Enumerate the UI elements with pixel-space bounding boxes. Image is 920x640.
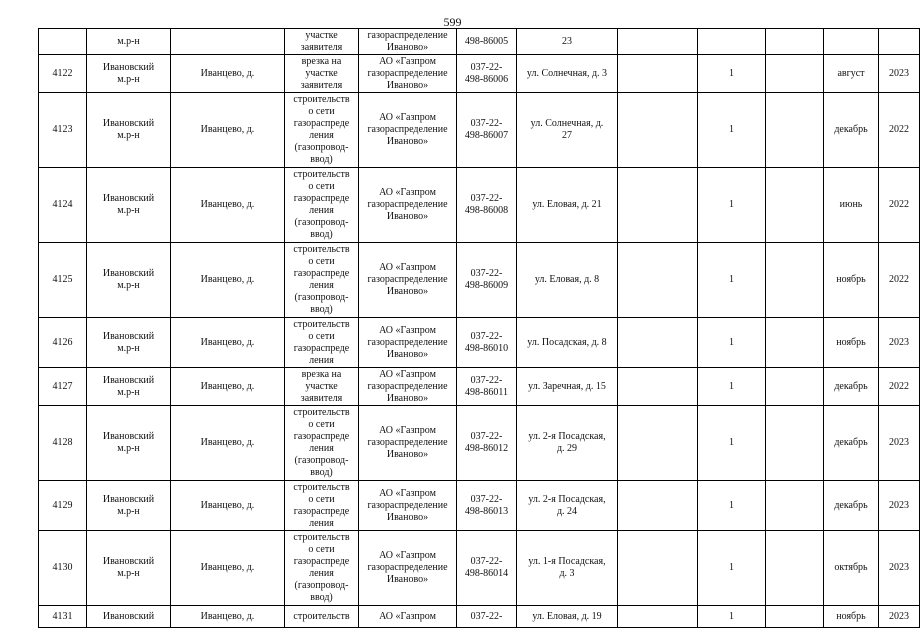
work-type-cell: строительств о сети газораспреде ления (285, 318, 359, 368)
month-cell: декабрь (824, 481, 879, 531)
year-cell: 2022 (879, 168, 920, 243)
address-cell: ул. 2-я Посадская, д. 24 (517, 481, 618, 531)
year-cell: 2023 (879, 318, 920, 368)
table-row (39, 318, 920, 368)
empty-cell (766, 406, 824, 481)
district-cell: Ивановский м.р-н (87, 406, 171, 481)
row-number-cell: 4128 (39, 406, 87, 481)
month-cell: ноябрь (824, 318, 879, 368)
district-cell: Ивановский м.р-н (87, 368, 171, 406)
address-cell: ул. Солнечная, д. 27 (517, 93, 618, 168)
registration-code-cell: 037-22- 498-86013 (457, 481, 517, 531)
row-number-cell: 4124 (39, 168, 87, 243)
empty-cell (766, 531, 824, 606)
locality-cell: Иванцево, д. (171, 55, 285, 93)
work-type-cell: строительств (285, 606, 359, 628)
quantity-cell: 1 (698, 531, 766, 606)
registration-code-cell: 037-22- 498-86011 (457, 368, 517, 406)
table-row (39, 168, 920, 243)
month-cell: ноябрь (824, 243, 879, 318)
quantity-cell: 1 (698, 168, 766, 243)
work-type-cell: врезка на участке заявителя (285, 55, 359, 93)
empty-cell (618, 481, 698, 531)
registration-code-cell: 037-22- 498-86009 (457, 243, 517, 318)
organization-cell: АО «Газпром газораспределение Иваново» (359, 368, 457, 406)
district-cell: м.р-н (87, 29, 171, 55)
address-cell: ул. Заречная, д. 15 (517, 368, 618, 406)
registration-code-cell: 037-22- 498-86014 (457, 531, 517, 606)
row-number-cell: 4123 (39, 93, 87, 168)
empty-cell (766, 243, 824, 318)
quantity-cell: 1 (698, 368, 766, 406)
registration-code-cell: 037-22- 498-86012 (457, 406, 517, 481)
table-row (39, 406, 920, 481)
month-cell: октябрь (824, 531, 879, 606)
address-cell: ул. Солнечная, д. 3 (517, 55, 618, 93)
locality-cell: Иванцево, д. (171, 168, 285, 243)
address-cell: ул. Посадская, д. 8 (517, 318, 618, 368)
empty-cell (618, 168, 698, 243)
registration-code-cell: 498-86005 (457, 29, 517, 55)
month-cell: август (824, 55, 879, 93)
district-cell: Ивановский м.р-н (87, 531, 171, 606)
locality-cell: Иванцево, д. (171, 318, 285, 368)
month-cell: декабрь (824, 406, 879, 481)
empty-cell (618, 406, 698, 481)
locality-cell: Иванцево, д. (171, 406, 285, 481)
empty-cell (618, 243, 698, 318)
empty-cell (618, 55, 698, 93)
year-cell: 2022 (879, 368, 920, 406)
quantity-cell: 1 (698, 318, 766, 368)
registration-code-cell: 037-22- 498-86007 (457, 93, 517, 168)
empty-cell (766, 481, 824, 531)
district-cell: Ивановский м.р-н (87, 168, 171, 243)
empty-cell (618, 93, 698, 168)
row-number-cell (39, 29, 87, 55)
locality-cell: Иванцево, д. (171, 606, 285, 628)
empty-cell (618, 368, 698, 406)
row-number-cell: 4125 (39, 243, 87, 318)
registration-code-cell: 037-22- 498-86010 (457, 318, 517, 368)
address-cell: ул. Еловая, д. 8 (517, 243, 618, 318)
year-cell: 2022 (879, 243, 920, 318)
organization-cell: АО «Газпром газораспределение Иваново» (359, 243, 457, 318)
table-row (39, 368, 920, 406)
organization-cell: АО «Газпром газораспределение Иваново» (359, 531, 457, 606)
work-type-cell: строительств о сети газораспреде ления (285, 481, 359, 531)
district-cell: Ивановский м.р-н (87, 243, 171, 318)
month-cell: декабрь (824, 368, 879, 406)
table-row (39, 55, 920, 93)
row-number-cell: 4126 (39, 318, 87, 368)
empty-cell (766, 368, 824, 406)
table-row (39, 481, 920, 531)
work-type-cell: строительств о сети газораспреде ления (газопровод- ввод) (285, 243, 359, 318)
empty-cell (618, 606, 698, 628)
district-cell: Ивановский м.р-н (87, 55, 171, 93)
table-row (39, 243, 920, 318)
empty-cell (766, 168, 824, 243)
table-row (39, 29, 920, 55)
quantity-cell: 1 (698, 406, 766, 481)
year-cell: 2023 (879, 406, 920, 481)
organization-cell: АО «Газпром газораспределение Иваново» (359, 55, 457, 93)
address-cell: ул. 2-я Посадская, д. 29 (517, 406, 618, 481)
year-cell (879, 29, 920, 55)
work-type-cell: врезка на участке заявителя (285, 368, 359, 406)
row-number-cell: 4129 (39, 481, 87, 531)
locality-cell (171, 29, 285, 55)
month-cell: ноябрь (824, 606, 879, 628)
quantity-cell: 1 (698, 93, 766, 168)
organization-cell: газораспределение Иваново» (359, 29, 457, 55)
organization-cell: АО «Газпром (359, 606, 457, 628)
table-row (39, 606, 920, 628)
table-row (39, 531, 920, 606)
empty-cell (618, 318, 698, 368)
year-cell: 2023 (879, 531, 920, 606)
work-type-cell: строительств о сети газораспреде ления (газопровод- ввод) (285, 168, 359, 243)
empty-cell (766, 606, 824, 628)
organization-cell: АО «Газпром газораспределение Иваново» (359, 93, 457, 168)
work-type-cell: строительств о сети газораспреде ления (газопровод- ввод) (285, 93, 359, 168)
organization-cell: АО «Газпром газораспределение Иваново» (359, 318, 457, 368)
organization-cell: АО «Газпром газораспределение Иваново» (359, 168, 457, 243)
organization-cell: АО «Газпром газораспределение Иваново» (359, 406, 457, 481)
address-cell: ул. Еловая, д. 19 (517, 606, 618, 628)
district-cell: Ивановский м.р-н (87, 318, 171, 368)
empty-cell (766, 29, 824, 55)
table-row (39, 93, 920, 168)
district-cell: Ивановский (87, 606, 171, 628)
month-cell (824, 29, 879, 55)
registration-code-cell: 037-22- 498-86006 (457, 55, 517, 93)
row-number-cell: 4130 (39, 531, 87, 606)
registration-code-cell: 037-22- 498-86008 (457, 168, 517, 243)
quantity-cell (698, 29, 766, 55)
year-cell: 2023 (879, 481, 920, 531)
locality-cell: Иванцево, д. (171, 243, 285, 318)
quantity-cell: 1 (698, 481, 766, 531)
locality-cell: Иванцево, д. (171, 368, 285, 406)
address-cell: 23 (517, 29, 618, 55)
year-cell: 2022 (879, 93, 920, 168)
row-number-cell: 4127 (39, 368, 87, 406)
year-cell: 2023 (879, 606, 920, 628)
organization-cell: АО «Газпром газораспределение Иваново» (359, 481, 457, 531)
empty-cell (766, 93, 824, 168)
month-cell: июнь (824, 168, 879, 243)
district-cell: Ивановский м.р-н (87, 93, 171, 168)
empty-cell (766, 318, 824, 368)
empty-cell (766, 55, 824, 93)
empty-cell (618, 29, 698, 55)
address-cell: ул. Еловая, д. 21 (517, 168, 618, 243)
page-number: 599 (443, 15, 462, 29)
empty-cell (618, 531, 698, 606)
district-cell: Ивановский м.р-н (87, 481, 171, 531)
locality-cell: Иванцево, д. (171, 531, 285, 606)
quantity-cell: 1 (698, 606, 766, 628)
quantity-cell: 1 (698, 243, 766, 318)
locality-cell: Иванцево, д. (171, 93, 285, 168)
locality-cell: Иванцево, д. (171, 481, 285, 531)
work-type-cell: участке заявителя (285, 29, 359, 55)
row-number-cell: 4122 (39, 55, 87, 93)
month-cell: декабрь (824, 93, 879, 168)
register-table (38, 28, 920, 628)
work-type-cell: строительств о сети газораспреде ления (газопровод- ввод) (285, 406, 359, 481)
work-type-cell: строительств о сети газораспреде ления (газопровод- ввод) (285, 531, 359, 606)
year-cell: 2023 (879, 55, 920, 93)
registration-code-cell: 037-22- (457, 606, 517, 628)
address-cell: ул. 1-я Посадская, д. 3 (517, 531, 618, 606)
quantity-cell: 1 (698, 55, 766, 93)
row-number-cell: 4131 (39, 606, 87, 628)
